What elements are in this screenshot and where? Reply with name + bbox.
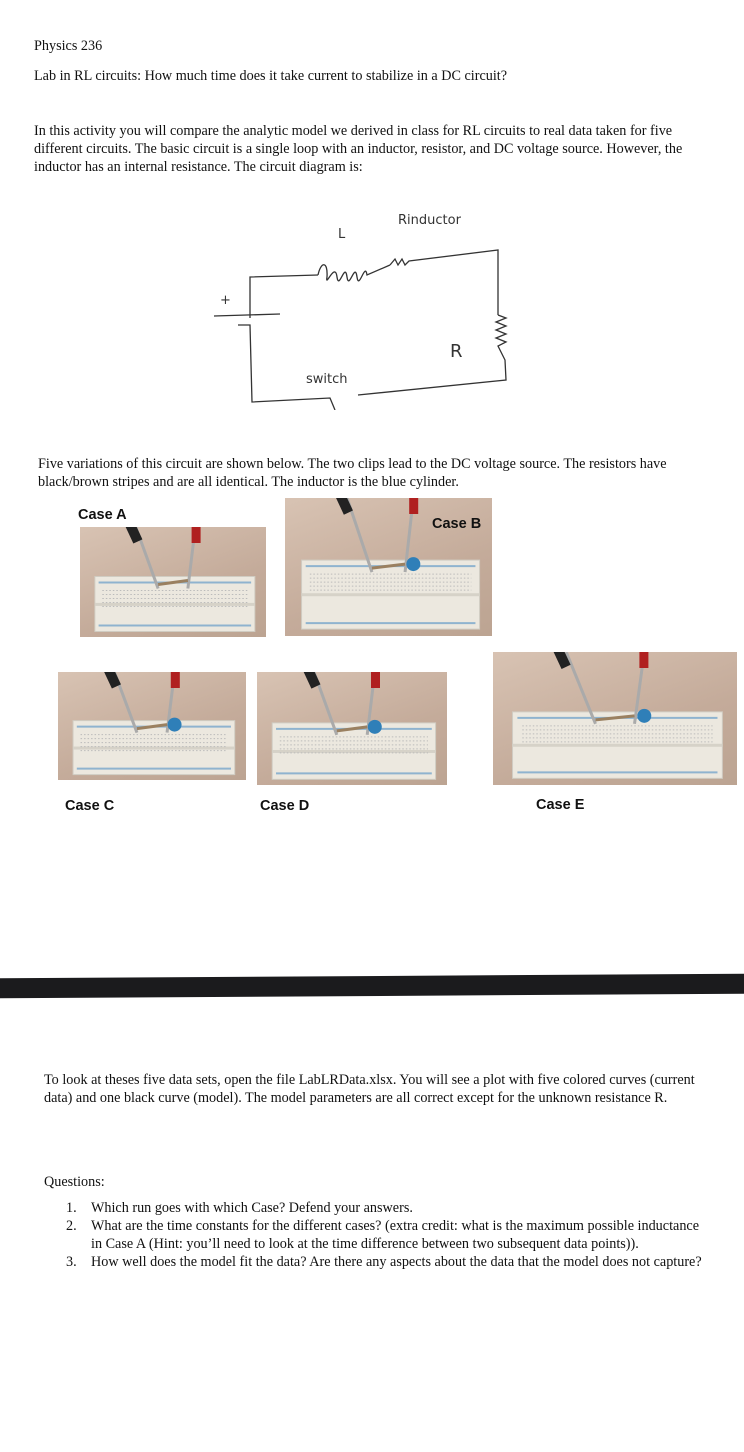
resistor-label: R (450, 341, 463, 362)
switch-label: switch (306, 372, 348, 387)
question-item: 3. How well does the model fit the data? Are there any aspects about the data that the model does not capture? (66, 1254, 702, 1270)
case-a-photo (80, 527, 266, 637)
questions-heading: Questions: (44, 1174, 105, 1190)
case-b-label: Case B (432, 516, 482, 532)
variations-paragraph: Five variations of this circuit are shown below. The two clips lead to the DC voltage source. The resistors have black/brown stripes and are all identical. The inductor is the blue cylinder. (38, 456, 667, 490)
lab-title: Lab in RL circuits: How much time does it take current to stabilize in a DC circuit? (34, 68, 508, 84)
rinductor-label: Rinductor (398, 213, 461, 228)
case-d-label: Case D (260, 798, 310, 814)
question-item: 2. What are the time constants for the different cases? (extra credit: what is the maximum possible inductance in Case A (Hint: you’ll need to look at the time difference between two subsequent data points)). (66, 1218, 700, 1252)
case-c-photo (58, 672, 246, 780)
scan-divider-band (0, 974, 744, 999)
intro-paragraph: In this activity you will compare the analytic model we derived in class for RL circuits to real data taken for five different circuits. The basic circuit is a single loop with an inductor, resistor, and DC voltage source. However, the inductor has an internal resistance. The circuit diagram is: (34, 123, 683, 175)
case-a-label: Case A (78, 507, 127, 523)
case-c-label: Case C (65, 798, 115, 814)
circuit-diagram (200, 190, 520, 410)
course-name: Physics 236 (34, 38, 103, 54)
data-paragraph: To look at theses five data sets, open the file LabLRData.xlsx. You will see a plot with five colored curves (current data) and one black curve (model). The model parameters are all correct except for the unknown resistance R. (44, 1072, 695, 1106)
inductor-label: L (338, 227, 346, 242)
case-d-photo (257, 672, 447, 785)
plus-label: + (220, 293, 231, 308)
case-e-photo (493, 652, 737, 785)
questions-list (66, 1199, 711, 1271)
question-item: 1. Which run goes with which Case? Defend your answers. (66, 1200, 413, 1216)
case-e-label: Case E (536, 797, 585, 813)
